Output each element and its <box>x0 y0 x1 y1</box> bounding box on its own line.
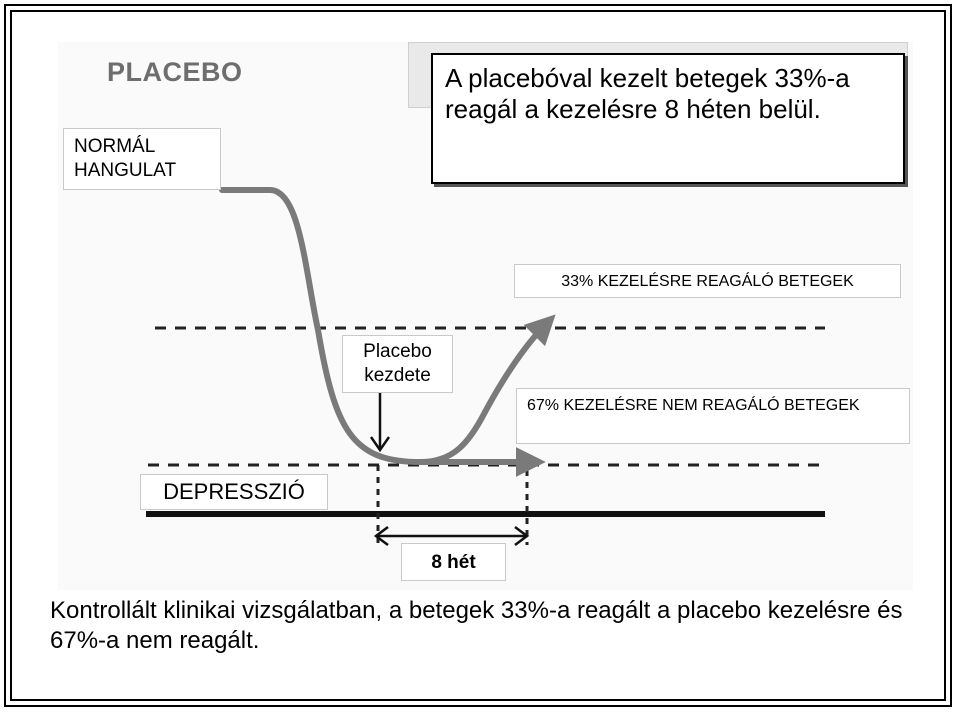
normal-mood-label: NORMÁL HANGULAT <box>63 128 221 190</box>
placebo-start-label: Placebo kezdete <box>342 335 453 393</box>
responders-label: 33% KEZELÉSRE REAGÁLÓ BETEGEK <box>514 264 901 298</box>
caption-text: Kontrollált klinikai vizsgálatban, a betegek 33%-a reagált a placebo kezelésre és 67%-a nem reagált. <box>50 597 903 654</box>
mood-curve-decline <box>222 190 485 462</box>
callout-box: A placebóval kezelt betegek 33%-a reagál a kezelésre 8 héten belül. <box>431 53 905 184</box>
depression-label: DEPRESSZIÓ <box>140 474 328 510</box>
placebo-logo: PLACEBO <box>107 57 243 87</box>
non-responders-label: 67% KEZELÉSRE NEM REAGÁLÓ BETEGEK <box>516 388 910 444</box>
duration-label: 8 hét <box>401 543 506 581</box>
